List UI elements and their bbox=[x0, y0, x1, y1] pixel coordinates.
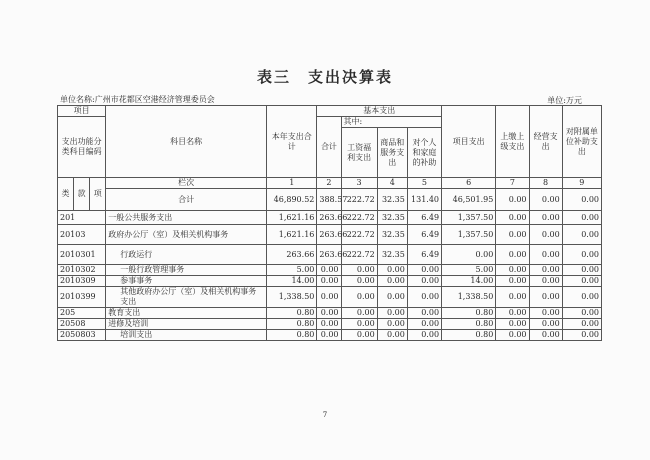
table-row bbox=[58, 319, 602, 330]
row-value: 0.00 bbox=[407, 308, 441, 319]
expenditure-table bbox=[57, 105, 602, 341]
row-value: 0.00 bbox=[317, 287, 341, 308]
row-subject-name: 进修及培训 bbox=[106, 319, 267, 330]
row-value: 0.00 bbox=[529, 245, 562, 265]
row-value: 0.00 bbox=[496, 245, 529, 265]
row-value: 1,357.50 bbox=[442, 225, 496, 245]
row-value: 1,621.16 bbox=[267, 225, 317, 245]
row-value: 0.00 bbox=[529, 319, 562, 330]
row-value: 0.00 bbox=[562, 265, 601, 276]
row-value: 0.00 bbox=[496, 308, 529, 319]
row-value: 0.00 bbox=[377, 319, 407, 330]
row-value: 0.00 bbox=[529, 276, 562, 287]
row-value: 5.00 bbox=[442, 265, 496, 276]
row-value: 0.00 bbox=[562, 287, 601, 308]
sequence-number: 2 bbox=[317, 178, 341, 189]
row-value: 0.00 bbox=[317, 265, 341, 276]
row-code: 2010301 bbox=[58, 245, 106, 265]
table-row bbox=[58, 245, 602, 265]
row-value: 1,338.50 bbox=[442, 287, 496, 308]
row-subject-name: 一般行政管理事务 bbox=[106, 265, 267, 276]
header-project-expense: 项目支出 bbox=[442, 106, 496, 178]
row-subject-name: 培训支出 bbox=[106, 330, 267, 341]
row-value: 0.00 bbox=[377, 287, 407, 308]
total-value: 388.57 bbox=[317, 189, 341, 211]
row-value: 0.00 bbox=[442, 245, 496, 265]
unit-name-label: 单位名称:广州市花都区空港经济管理委员会 bbox=[60, 95, 215, 104]
row-value: 0.00 bbox=[562, 319, 601, 330]
sequence-number: 5 bbox=[407, 178, 441, 189]
row-code: 20103 bbox=[58, 225, 106, 245]
table-row bbox=[58, 287, 602, 308]
row-value: 32.35 bbox=[377, 245, 407, 265]
row-value: 1,621.16 bbox=[267, 211, 317, 225]
header-business: 经营支出 bbox=[529, 106, 562, 178]
row-value: 0.00 bbox=[562, 211, 601, 225]
sequence-label: 栏次 bbox=[106, 178, 267, 189]
row-subject-name: 政府办公厅（室）及相关机构事务 bbox=[106, 225, 267, 245]
row-subject-name: 参事事务 bbox=[106, 276, 267, 287]
row-code: 205 bbox=[58, 308, 106, 319]
row-value: 6.49 bbox=[407, 245, 441, 265]
row-subject-name: 行政运行 bbox=[106, 245, 267, 265]
header-lei: 类 bbox=[58, 178, 74, 211]
header-xiang: 项 bbox=[90, 178, 106, 211]
row-value: 0.00 bbox=[317, 330, 341, 341]
row-value: 0.00 bbox=[529, 211, 562, 225]
currency-unit-label: 单位:万元 bbox=[547, 96, 582, 105]
row-value: 0.00 bbox=[407, 287, 441, 308]
row-value: 0.00 bbox=[341, 287, 377, 308]
header-subsidy: 对附属单位补助支出 bbox=[562, 106, 601, 178]
row-value: 6.49 bbox=[407, 211, 441, 225]
total-value: 222.72 bbox=[341, 189, 377, 211]
header-kuan: 款 bbox=[74, 178, 90, 211]
header-personal: 对个人和家庭的补助 bbox=[407, 128, 441, 178]
total-value: 0.00 bbox=[496, 189, 529, 211]
sequence-number: 3 bbox=[341, 178, 377, 189]
table-row bbox=[58, 276, 602, 287]
header-basic-subtotal: 合计 bbox=[317, 117, 341, 178]
sequence-number: 7 bbox=[496, 178, 529, 189]
row-value: 0.00 bbox=[317, 308, 341, 319]
row-value: 0.00 bbox=[407, 330, 441, 341]
row-value: 0.00 bbox=[562, 225, 601, 245]
row-value: 0.00 bbox=[562, 308, 601, 319]
row-value: 0.80 bbox=[267, 308, 317, 319]
table-row bbox=[58, 308, 602, 319]
row-value: 14.00 bbox=[267, 276, 317, 287]
header-function-code: 支出功能分类科目编码 bbox=[58, 117, 106, 178]
header-project: 项目 bbox=[58, 106, 106, 117]
header-among: 其中: bbox=[341, 117, 442, 128]
row-value: 0.00 bbox=[562, 330, 601, 341]
sequence-number: 6 bbox=[442, 178, 496, 189]
row-value: 0.80 bbox=[442, 319, 496, 330]
row-value: 0.00 bbox=[377, 330, 407, 341]
page-number: 7 bbox=[322, 411, 328, 419]
row-value: 263.66 bbox=[317, 225, 341, 245]
row-value: 0.00 bbox=[529, 287, 562, 308]
row-value: 0.00 bbox=[496, 330, 529, 341]
row-value: 6.49 bbox=[407, 225, 441, 245]
row-value: 1,338.50 bbox=[267, 287, 317, 308]
row-value: 0.80 bbox=[267, 319, 317, 330]
row-value: 0.00 bbox=[407, 276, 441, 287]
row-value: 0.00 bbox=[377, 308, 407, 319]
table-row bbox=[58, 265, 602, 276]
row-value: 0.00 bbox=[407, 265, 441, 276]
row-value: 32.35 bbox=[377, 225, 407, 245]
table-row bbox=[58, 330, 602, 341]
row-code: 2010309 bbox=[58, 276, 106, 287]
row-value: 222.72 bbox=[341, 225, 377, 245]
row-value: 0.00 bbox=[341, 308, 377, 319]
header-goods: 商品和服务支出 bbox=[377, 128, 407, 178]
row-value: 0.00 bbox=[377, 265, 407, 276]
row-value: 222.72 bbox=[341, 245, 377, 265]
total-value: 46,501.95 bbox=[442, 189, 496, 211]
row-value: 0.80 bbox=[442, 308, 496, 319]
row-value: 5.00 bbox=[267, 265, 317, 276]
total-value: 32.35 bbox=[377, 189, 407, 211]
total-value: 46,890.52 bbox=[267, 189, 317, 211]
row-value: 0.00 bbox=[341, 319, 377, 330]
row-value: 0.00 bbox=[496, 276, 529, 287]
row-value: 32.35 bbox=[377, 211, 407, 225]
table-row bbox=[58, 211, 602, 225]
row-code: 20508 bbox=[58, 319, 106, 330]
sequence-number: 4 bbox=[377, 178, 407, 189]
row-code: 2010302 bbox=[58, 265, 106, 276]
row-value: 14.00 bbox=[442, 276, 496, 287]
row-value: 0.00 bbox=[529, 265, 562, 276]
row-value: 0.00 bbox=[341, 276, 377, 287]
header-upper: 上缴上级支出 bbox=[496, 106, 529, 178]
row-value: 1,357.50 bbox=[442, 211, 496, 225]
row-code: 201 bbox=[58, 211, 106, 225]
row-value: 263.66 bbox=[317, 211, 341, 225]
row-value: 263.66 bbox=[317, 245, 341, 265]
row-value: 0.00 bbox=[496, 319, 529, 330]
sequence-number: 9 bbox=[562, 178, 601, 189]
row-value: 0.00 bbox=[317, 319, 341, 330]
header-subject: 科目名称 bbox=[106, 106, 267, 178]
row-value: 0.00 bbox=[529, 225, 562, 245]
row-value: 222.72 bbox=[341, 211, 377, 225]
table-row bbox=[58, 225, 602, 245]
row-value: 0.00 bbox=[496, 265, 529, 276]
row-value: 0.00 bbox=[377, 276, 407, 287]
row-code: 2010399 bbox=[58, 287, 106, 308]
row-value: 0.00 bbox=[529, 308, 562, 319]
header-basic: 基本支出 bbox=[317, 106, 442, 117]
row-value: 0.00 bbox=[496, 287, 529, 308]
row-value: 263.66 bbox=[267, 245, 317, 265]
row-subject-name: 教育支出 bbox=[106, 308, 267, 319]
row-subject-name: 其他政府办公厅（室）及相关机构事务支出 bbox=[106, 287, 267, 308]
total-value: 0.00 bbox=[529, 189, 562, 211]
row-value: 0.00 bbox=[341, 330, 377, 341]
header-total: 本年支出合计 bbox=[267, 106, 317, 178]
row-subject-name: 一般公共服务支出 bbox=[106, 211, 267, 225]
row-value: 0.00 bbox=[562, 276, 601, 287]
total-value: 131.40 bbox=[407, 189, 441, 211]
table-body bbox=[58, 106, 602, 341]
row-value: 0.80 bbox=[442, 330, 496, 341]
total-label: 合计 bbox=[106, 189, 267, 211]
row-value: 0.00 bbox=[496, 225, 529, 245]
row-value: 0.80 bbox=[267, 330, 317, 341]
row-value: 0.00 bbox=[529, 330, 562, 341]
header-wage: 工资福利支出 bbox=[341, 128, 377, 178]
row-value: 0.00 bbox=[341, 265, 377, 276]
total-value: 0.00 bbox=[562, 189, 601, 211]
row-code: 2050803 bbox=[58, 330, 106, 341]
row-value: 0.00 bbox=[562, 245, 601, 265]
sequence-number: 1 bbox=[267, 178, 317, 189]
row-value: 0.00 bbox=[317, 276, 341, 287]
row-value: 0.00 bbox=[407, 319, 441, 330]
sequence-number: 8 bbox=[529, 178, 562, 189]
row-value: 0.00 bbox=[496, 211, 529, 225]
page-title: 表三 支出决算表 bbox=[256, 68, 393, 86]
